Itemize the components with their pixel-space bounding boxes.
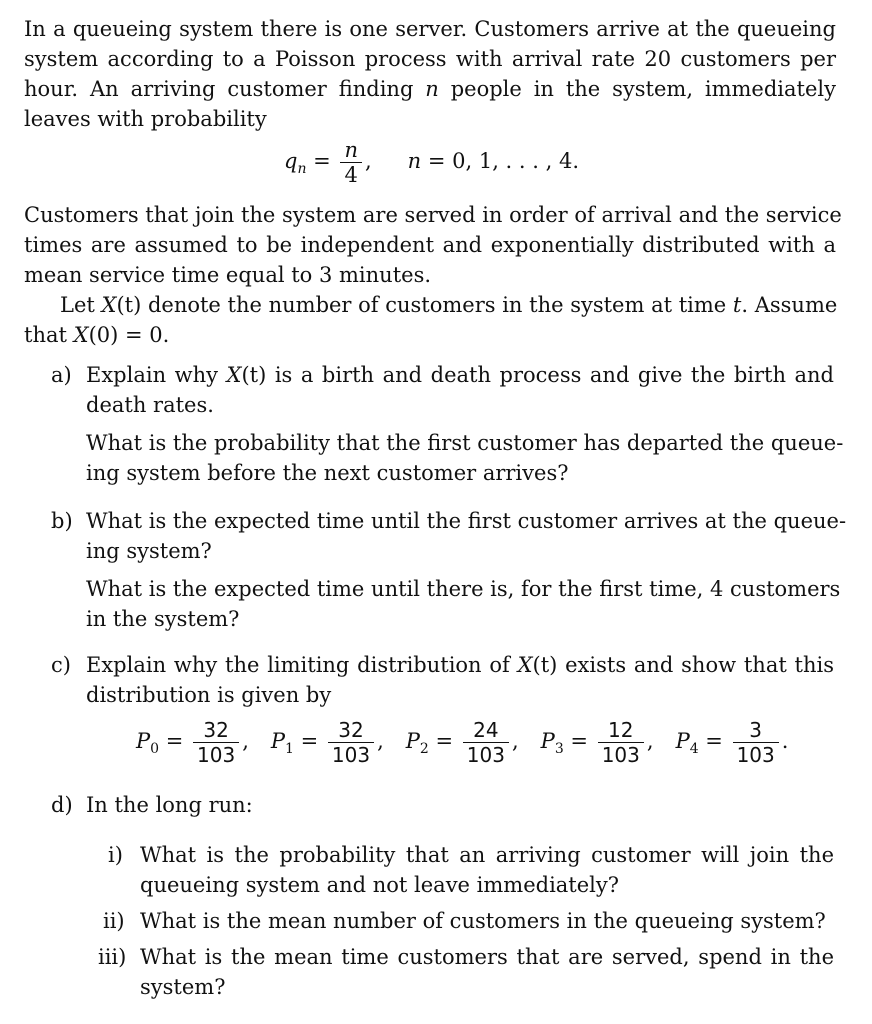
- part-d-intro: In the long run:: [86, 793, 253, 817]
- part-c-label: c): [51, 653, 71, 677]
- service-line-3: mean service time equal to 3 minutes.: [24, 263, 432, 287]
- service-line-1: Customers that join the system are served in order of arrival and the service: [24, 203, 842, 227]
- limiting-distribution-formula: [136, 718, 788, 767]
- letx-paragraph: [24, 290, 836, 350]
- letx-line-1: Let X(t) denote the number of customers in the system at time t. Assume: [60, 293, 838, 317]
- subpart-iii-label: iii): [98, 945, 127, 969]
- subpart-ii-label: ii): [103, 909, 125, 933]
- prob-p2: $P_2$ = $\frac{24}{103}$ ,: [405, 718, 519, 767]
- formula-q: $q_n$ = $\frac{n}{4}$ , n = 0, 1, . . . , 4.: [284, 138, 579, 187]
- prob-p0: $P_0$ = $\frac{32}{103}$ ,: [136, 718, 249, 767]
- part-a-question-1: Explain why X(t) is a birth and death process and give the birth and death rates.: [86, 363, 835, 417]
- prob-p4: $P_4$ = $\frac{3}{103}$ .: [675, 718, 789, 767]
- part-b-question-2: What is the expected time until there is, for the first time, 4 customers in the system?: [86, 577, 841, 631]
- letx-line-2: that X(0) = 0.: [24, 323, 170, 347]
- subpart-i: What is the probability that an arriving customer will join the queueing system and not leave immediately?: [140, 843, 834, 897]
- intro-line-4: leaves with probability: [24, 107, 267, 131]
- subpart-ii: What is the mean number of customers in the queueing system?: [140, 909, 826, 933]
- part-d-label: d): [51, 793, 73, 817]
- part-b-label: b): [51, 509, 73, 533]
- part-a-label: a): [51, 363, 72, 387]
- fraction-n-over-4: $\frac{n}{4}$: [340, 138, 362, 187]
- part-c-text: Explain why the limiting distribution of X(t) exists and show that this distribution is given by: [86, 653, 835, 707]
- intro-paragraph: [24, 14, 836, 134]
- prob-p3: $P_3$ = $\frac{12}{103}$ ,: [540, 718, 654, 767]
- service-paragraph: [24, 200, 842, 290]
- intro-line-2: system according to a Poisson process with arrival rate 20 customers per: [24, 47, 836, 71]
- part-b-question-1: What is the expected time until the first customer arrives at the queue- ing system?: [86, 509, 847, 563]
- intro-line-3: hour. An arriving customer finding n people in the system, immediately: [24, 77, 836, 101]
- intro-line-1: In a queueing system there is one server. Customers arrive at the queueing: [24, 17, 836, 41]
- subpart-i-label: i): [108, 843, 123, 867]
- part-a-question-2: What is the probability that the first customer has departed the queue- ing system before the next customer arrives?: [86, 431, 844, 485]
- service-line-2: times are assumed to be independent and exponentially distributed with a: [24, 233, 836, 257]
- subpart-iii: What is the mean time customers that are served, spend in the system?: [140, 945, 834, 999]
- prob-p1: $P_1$ = $\frac{32}{103}$ ,: [270, 718, 384, 767]
